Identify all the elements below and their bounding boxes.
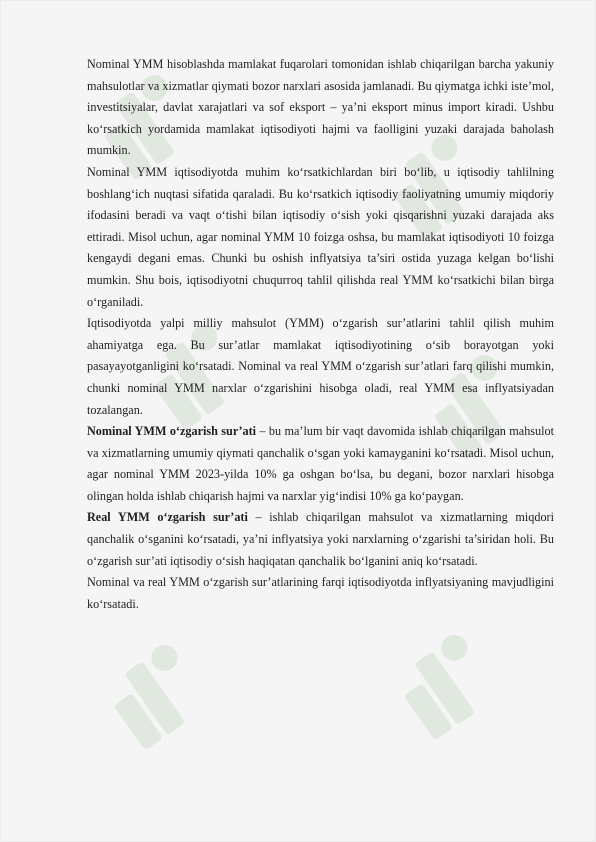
paragraph-1-text: Nominal YMM hisoblashda mamlakat fuqarolari tomonidan ishlab chiqarilgan barcha yakuniy mahsulotlar va xizmatlar qiymati bozor narxlari asosida jamlanadi. Bu qiymatga ichki iste’mol, investitsiyalar, davlat xarajatlari va sof eksport – ya’ni eksport minus import kiradi. Ushbu ko‘rsatkich yordamida mamlakat iqtisodiyoti hajmi va faolligini yuzaki darajada baholash mumkin. [87, 57, 554, 158]
paragraph-3 [87, 313, 554, 421]
paragraph-6-text: Nominal va real YMM o‘zgarish sur’atlarining farqi iqtisodiyotda inflyatsiyaning mavjudligini ko‘rsatadi. [87, 575, 554, 611]
paragraph-6 [87, 572, 554, 615]
paragraph-1 [87, 54, 554, 162]
paragraph-3-text: Iqtisodiyotda yalpi milliy mahsulot (YMM) o‘zgarish sur’atlarini tahlil qilish muhim ahamiyatga ega. Bu sur’atlar mamlakat iqtisodiyotining o‘sib borayotgan yoki pasayayotganligini ko‘rsatadi. Nominal va real YMM o‘zgarish sur’atlari farq qilishi mumkin, chunki nominal YMM narxlar o‘zgarishini hisobga oladi, real YMM esa inflyatsiyadan tozalangan. [87, 316, 554, 417]
watermark-logo-icon [370, 610, 520, 760]
paragraph-4 [87, 421, 554, 507]
paragraph-4-text: – bu ma’lum bir vaqt davomida ishlab chiqarilgan mahsulot va xizmatlarning umumiy qiymati qanchalik o‘sgan yoki kamayganini ko‘rsatadi. Misol uchun, agar nominal YMM 2023-yilda 10% ga oshgan bo‘lsa, bu degani, bozor narxlari hisobga olingan holda ishlab chiqarish hajmi va narxlar yig‘indisi 10% ga ko‘paygan. [87, 424, 554, 503]
term-nominal-growth-rate: Nominal YMM o‘zgarish sur’ati [87, 424, 257, 439]
document-body [87, 54, 554, 615]
watermark-logo-icon [80, 620, 230, 770]
paragraph-2 [87, 162, 554, 313]
paragraph-5-text: – ishlab chiqarilgan mahsulot va xizmatlarning miqdori qanchalik o‘sganini ko‘rsatadi, ya’ni inflyatsiya yoki narxlarning o‘zgarishi ta’siridan holi. Bu o‘zgarish sur’ati iqtisodiy o‘sish haqiqatan qanchalik bo‘lganini aniq ko‘rsatadi. [87, 510, 554, 568]
paragraph-5 [87, 507, 554, 572]
term-real-growth-rate: Real YMM o‘zgarish sur’ati [87, 510, 248, 525]
paragraph-2-text: Nominal YMM iqtisodiyotda muhim ko‘rsatkichlardan biri bo‘lib, u iqtisodiy tahlilning boshlang‘ich nuqtasi sifatida qaraladi. Bu ko‘rsatkich iqtisodiy faoliyatning umumiy miqdoriy ifodasini beradi va vaqt o‘tishi bilan iqtisodiy o‘sish yoki qisqarishni yuzaki darajada aks ettiradi. Misol uchun, agar nominal YMM 10 foizga oshsa, bu mamlakat iqtisodiyoti 10 foizga kengaydi degani emas. Chunki bu oshish inflyatsiya ta’siri ostida yuzaga kelgan bo‘lishi mumkin. Shu bois, iqtisodiyotni chuqurroq tahlil qilishda real YMM ko‘rsatkichi bilan birga o‘rganiladi. [87, 164, 554, 309]
